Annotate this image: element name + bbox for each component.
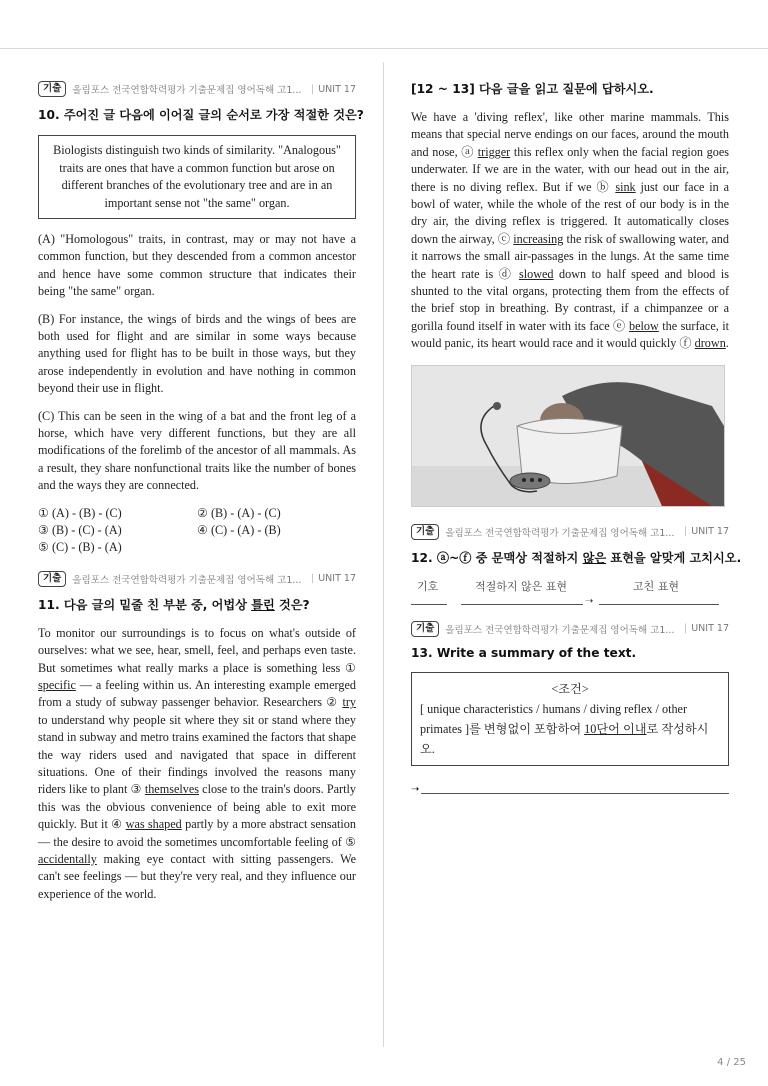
unit-label: UNIT 17	[318, 573, 356, 585]
diving-reflex-passage: We have a 'diving reflex', like other marine mammals. This means that special nerve endings on our faces, around the mouth and nose, ⓐ trigger this reflex only when the facial region goes underwater. If we are in the water, with our head out in the air, there is no diving reflex. But if we ⓑ sink just our face in a bowl of water, while the whole of the rest of our body is in the dry air, the diving reflex is triggered. It automatically closes down the airway, ⓒ increasing the risk of swallowing water, and it narrows the small air-passages in the lungs. At the same time the heart rate is ⓓ slowed down to half speed and blood is shunted to the vital organs, protecting them from the effects of the brief stop in breathing. By contrast, if a chimpanzee or a gorilla found itself in water with its face ⓔ below the surface, it would panic, its heart would race and it would quickly ⓕ drown.	[411, 110, 730, 351]
page-number: 4 / 25	[717, 1057, 746, 1068]
header-rule	[0, 48, 768, 49]
symbol-blank[interactable]	[411, 604, 447, 605]
fixed-expression-blank[interactable]	[599, 604, 719, 605]
col-symbol-label: 기호	[417, 579, 439, 593]
q11-underline-1: specific	[38, 677, 76, 692]
q10-option-3[interactable]: ③ (B) - (C) - (A)	[38, 522, 122, 537]
q12-13-heading: [12 ~ 13] 다음 글을 읽고 질문에 답하시오.	[411, 82, 654, 96]
q12-answer-table	[411, 578, 729, 618]
q11-underline-2: try	[342, 695, 356, 710]
q10-option-4[interactable]: ④ (C) - (A) - (B)	[197, 522, 281, 537]
q11-underline-3: themselves	[144, 782, 199, 797]
q10-option-2[interactable]: ② (B) - (A) - (C)	[197, 505, 281, 520]
column-divider	[383, 62, 384, 1047]
unit-label: UNIT 17	[691, 526, 729, 538]
source-text: 올림포스 전국연합학력평가 기출문제집 영어독해 고1...	[72, 85, 302, 96]
arrow-icon: ➝	[585, 595, 594, 607]
diving-reflex-photo	[411, 365, 725, 507]
conditions-text: [ unique characteristics / humans / diving reflex / other primates ]를 변형없이 포함하여 10단어 이내로 작성하시오.	[420, 701, 709, 756]
source-text: 올림포스 전국연합학력평가 기출문제집 영어독해 고1...	[445, 624, 675, 636]
q11-source-line: 기출 올림포스 전국연합학력평가 기출문제집 영어독해 고1... | UNIT 17	[38, 570, 356, 588]
source-text: 올림포스 전국연합학력평가 기출문제집 영어독해 고1...	[72, 574, 302, 586]
left-column	[38, 80, 364, 913]
col-wrong-label: 적절하지 않은 표현	[475, 579, 568, 593]
exam-badge: 기출	[38, 81, 66, 97]
exam-badge: 기출	[38, 571, 66, 587]
q10-option-5[interactable]: ⑤ (C) - (B) - (A)	[38, 539, 122, 554]
underline-c: increasing	[513, 231, 564, 246]
underline-d: slowed	[518, 266, 554, 281]
underline-e: below	[629, 318, 659, 333]
right-column	[411, 80, 742, 798]
q10-given-box: Biologists distinguish two kinds of similarity. "Analogous" traits are ones that have a common function but arose on different branches of the evolutionary tree and are in an important sense not "the same" organ.	[38, 135, 356, 219]
q10-options	[38, 505, 356, 556]
q11-underline-4: was shaped	[125, 817, 182, 832]
exam-badge: 기출	[411, 524, 439, 540]
q13-answer-line[interactable]	[411, 782, 729, 798]
q12-source-line: 기출 올림포스 전국연합학력평가 기출문제집 영어독해 고1... | UNIT 17	[411, 523, 729, 541]
unit-label: UNIT 17	[691, 623, 729, 635]
q10-option-1[interactable]: ① (A) - (B) - (C)	[38, 505, 122, 520]
source-text: 올림포스 전국연합학력평가 기출문제집 영어독해 고1...	[445, 527, 675, 539]
arrow-icon: ➝	[411, 784, 420, 796]
q13-source-line: 기출 올림포스 전국연합학력평가 기출문제집 영어독해 고1... | UNIT 17	[411, 620, 729, 638]
q13-title: 13. Write a summary of the text.	[411, 645, 637, 660]
q12-title: 12. ⓐ~ⓕ 중 문맥상 적절하지 않은 표현을 알맞게 고치시오.	[411, 550, 742, 565]
exam-badge: 기출	[411, 621, 439, 637]
q10-source-line: 기출 올림포스 전국연합학력평가 기출문제집 영어독해 고1... | UNIT 17	[38, 80, 356, 98]
q11-title: 11. 다음 글의 밑줄 친 부분 중, 어법상 틀린 것은?	[38, 597, 310, 612]
underline-f: drown	[694, 336, 726, 351]
wrong-expression-blank[interactable]	[461, 604, 583, 605]
underline-b: sink	[615, 179, 636, 194]
unit-label: UNIT 17	[318, 83, 356, 95]
q10-para-c: (C) This can be seen in the wing of a bat and the front leg of a horse, which have very different functions, but they are all modifications of the forelimb of the ancestor of all mammals. As a result, they share nonfunctional traits like the number of bones and the ways they are connected.	[38, 408, 356, 493]
q10-title: 10. 주어진 글 다음에 이어질 글의 순서로 가장 적절한 것은?	[38, 108, 364, 122]
q11-passage: To monitor our surroundings is to focus on what's outside of ourselves: what we see, hear, smell, feel, and perhaps even taste. But sometimes what really marks a place is something less ① specific — a feeling within us. An interesting example emerged from a study of subway passenger behavior. Researchers ② try to understand why people sit where they sit or stand where they stand in subway and metro trains examined the factors that shape the way riders used and navigated that space in different situations. One of their findings involved the reasons many riders like to plant ③ themselves close to the train's doors. Partly this was the obvious convenience of being able to exit more quickly. But it ④ was shaped partly by a more abstract sensation — the desire to avoid the sometimes uncomfortable feeling of ⑤ accidentally making eye contact with sitting passengers. We can't see feelings — but they're very real, and they influence our experience of the world.	[38, 625, 356, 901]
q13-conditions-box	[411, 672, 729, 766]
col-fixed-label: 고친 표현	[633, 579, 680, 593]
q11-underline-5: accidentally	[38, 851, 97, 866]
q10-para-a: (A) "Homologous" traits, in contrast, may or may not have a common function, but they descended from a common ancestor and hence have some common structure that indicates their being "the same" organ.	[38, 232, 356, 299]
q10-para-b: (B) For instance, the wings of birds and the wings of bees are both used for flight and are similar in some ways because anything used for flight has to be built in those ways, but they arose independently in evolution and have nothing in common beyond their use in flight.	[38, 311, 356, 396]
underline-a: trigger	[477, 144, 511, 159]
conditions-title: <조건>	[551, 681, 589, 696]
